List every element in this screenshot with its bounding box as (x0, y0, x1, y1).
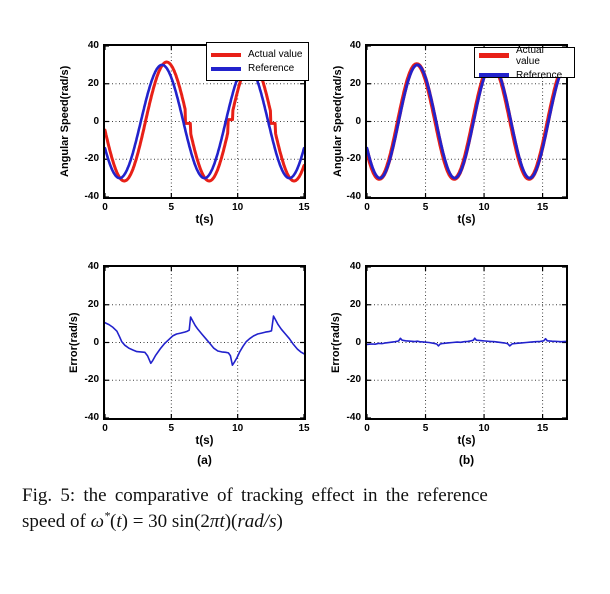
y-tick-label: 20 (87, 298, 99, 310)
x-tick-label: 0 (364, 202, 370, 213)
x-tick-label: 10 (232, 202, 244, 213)
x-tick-label: 5 (422, 202, 429, 213)
plot-canvas (105, 267, 304, 418)
caption-math-part: ) (276, 511, 283, 532)
caption-math-part: * (104, 508, 111, 523)
caption-math-part: t (116, 511, 122, 532)
legend-entry-actual (211, 49, 304, 60)
y-axis-label: Angular Speed(rad/s) (332, 65, 344, 178)
legend-swatch-actual (211, 53, 241, 57)
subplot-speed-tracking-b (332, 40, 568, 226)
y-tick-label: 0 (93, 336, 99, 348)
legend-entry-actual (479, 45, 570, 67)
x-tick-label: 5 (168, 202, 175, 213)
x-axis-label: t(s) (195, 435, 214, 447)
x-tick-label: 15 (537, 202, 549, 213)
y-tick-label: 20 (349, 298, 361, 310)
x-tick-label: 0 (364, 423, 370, 434)
legend-entry-reference (211, 63, 304, 74)
caption-line-1: Fig. 5: the comparative of tracking effect in the reference (22, 485, 488, 506)
subplot-error-b (330, 261, 568, 467)
x-axis-label: t(s) (457, 214, 476, 226)
x-tick-label: 10 (232, 423, 244, 434)
y-axis-label: Error(rad/s) (68, 312, 80, 373)
y-axis-label: Error(rad/s) (330, 312, 342, 373)
legend-swatch-reference (479, 73, 509, 77)
y-tick-label: 0 (355, 115, 361, 127)
caption-math-part: ) = 30 sin(2 (121, 511, 210, 532)
legend-label: Actual value (248, 49, 303, 60)
y-tick-label: 0 (93, 115, 99, 127)
subplot-letter-label: (b) (458, 453, 475, 467)
legend-label: Actual value (516, 44, 544, 67)
y-tick-label: -20 (346, 153, 361, 165)
y-tick-label: 40 (349, 261, 361, 272)
legend-swatch-reference (211, 67, 241, 71)
x-axis-label: t(s) (195, 214, 214, 226)
legend-box (474, 44, 575, 81)
caption-line-2 (22, 509, 598, 535)
caption-math-part: )( (224, 511, 238, 532)
x-tick-label: 15 (537, 423, 549, 434)
y-tick-label: 40 (349, 40, 361, 51)
legend-swatch-actual (479, 53, 509, 58)
y-tick-label: 40 (87, 40, 99, 51)
x-tick-label: 10 (478, 423, 490, 434)
y-tick-label: 20 (87, 77, 99, 89)
caption-math-part: rad/s (237, 511, 277, 532)
y-tick-label: -20 (84, 374, 99, 386)
subplot-error-a (68, 261, 310, 467)
x-tick-label: 0 (102, 202, 108, 213)
y-tick-label: -20 (346, 374, 361, 386)
subplot-speed-tracking-a (59, 40, 310, 226)
subplot-letter-label: (a) (197, 453, 212, 467)
plot-area (103, 265, 306, 420)
x-tick-label: 15 (298, 202, 310, 213)
x-tick-label: 15 (298, 423, 310, 434)
legend-box (206, 42, 309, 81)
y-tick-label: 40 (87, 261, 99, 272)
caption-math-part: ( (110, 511, 117, 532)
y-tick-label: 0 (355, 336, 361, 348)
x-tick-label: 5 (422, 423, 429, 434)
x-tick-label: 0 (102, 423, 108, 434)
y-axis-label: Angular Speed(rad/s) (59, 65, 71, 178)
legend-entry-reference (479, 70, 570, 81)
legend-label: Reference (248, 63, 295, 74)
figure-caption (22, 483, 598, 535)
y-tick-label: -40 (346, 412, 361, 423)
y-tick-label: -40 (346, 191, 361, 202)
plot-canvas (367, 267, 566, 418)
x-tick-label: 10 (478, 202, 490, 213)
y-tick-label: -40 (84, 191, 99, 202)
caption-math-part: speed of (22, 511, 91, 532)
y-tick-label: 20 (349, 77, 361, 89)
x-axis-label: t(s) (457, 435, 476, 447)
y-tick-label: -40 (84, 412, 99, 423)
legend-label: Reference (516, 69, 563, 81)
caption-math-part: ω (90, 511, 105, 532)
x-tick-label: 5 (168, 423, 175, 434)
caption-math-part: πt (209, 511, 225, 532)
plot-area (365, 265, 568, 420)
y-tick-label: -20 (84, 153, 99, 165)
